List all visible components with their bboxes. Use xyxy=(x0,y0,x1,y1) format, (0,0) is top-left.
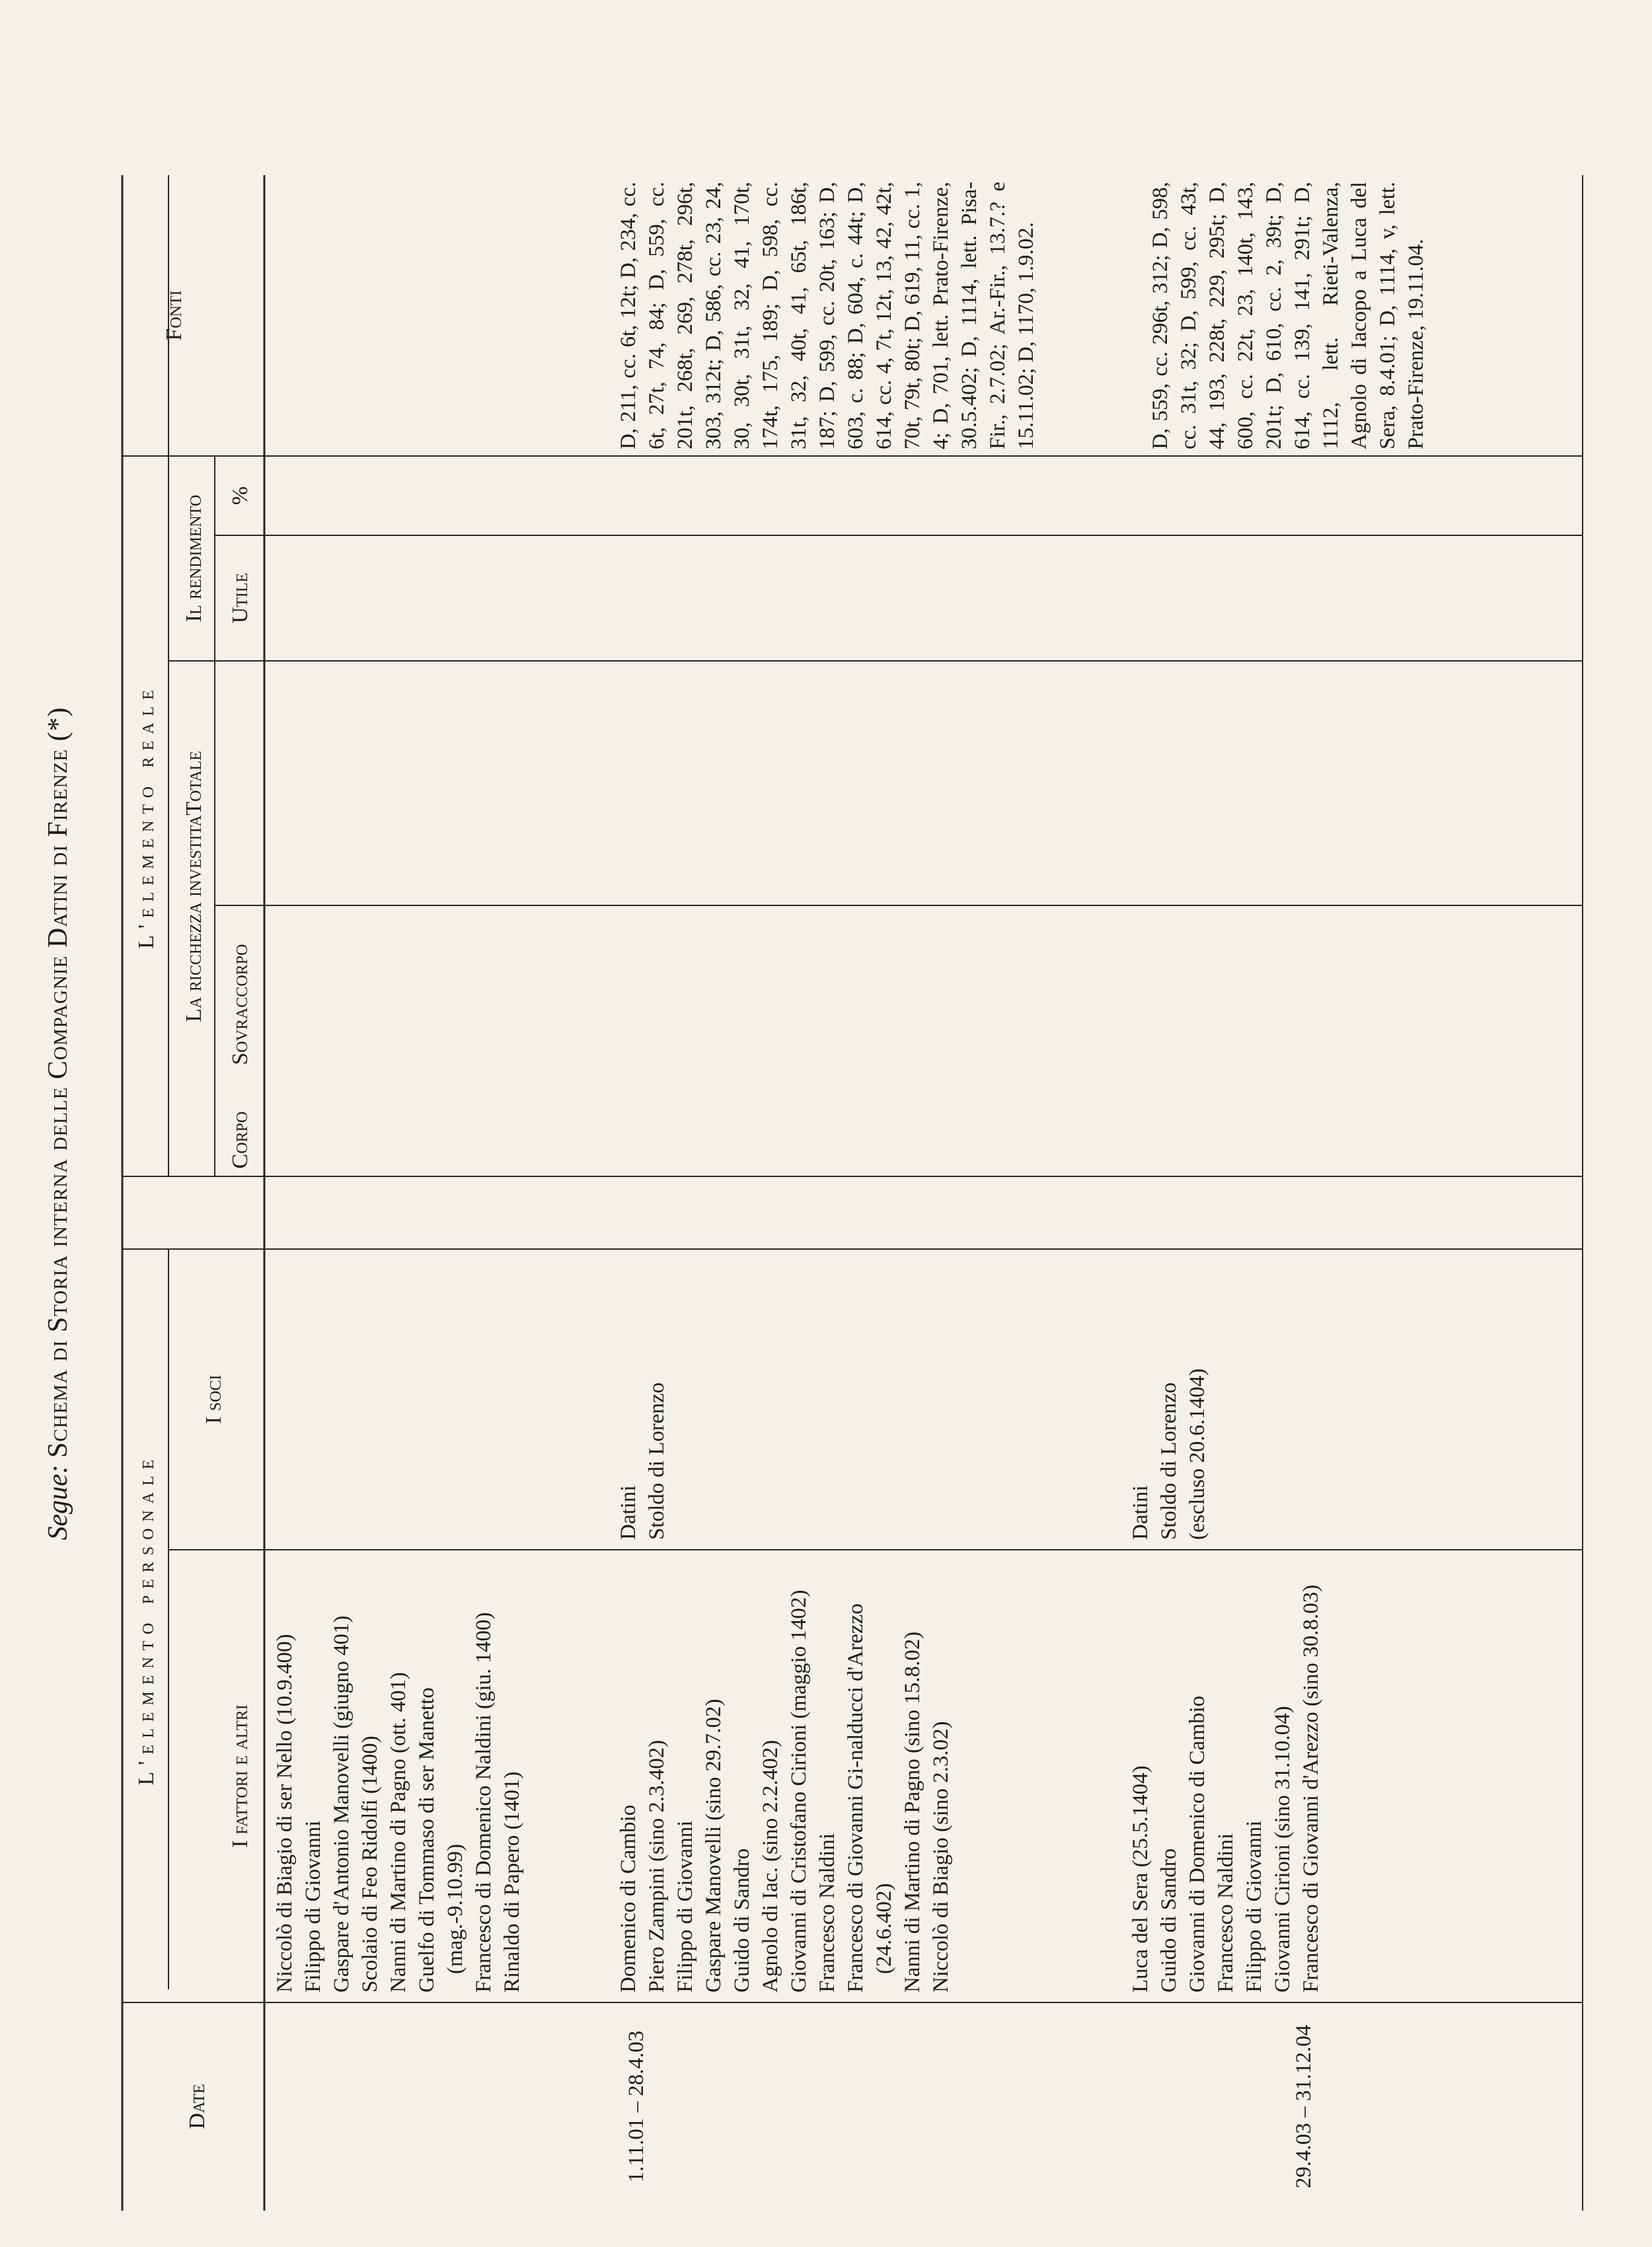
r1-fattore-8: Francesco di Giovanni Gi-nalducci d'Arezzo (24.6.402) xyxy=(844,1603,896,1993)
r2-date: 29.4.03 – 31.12.04 xyxy=(1292,2024,1316,2189)
hdr-corpo: Corpo xyxy=(228,1111,252,1169)
r0-fattore-5: Guelfo di Tommaso di ser Manetto (mag.-9.10.99) xyxy=(415,1687,467,1993)
r1-fattore-5: Agnolo di Iac. (sino 2.2.402) xyxy=(759,1739,782,1993)
r1-fonti: D, 211, cc. 6t, 12t; D, 234, cc. 6t, 27t, 74, 84; D, 559, cc. 201t, 268t, 269, 278t, 296t, 303, 312t; D, 586, cc. 23, 24, 30, 30t, 31t, 32, 41, 170t, 174t, 175, 189; D, 598, cc. 31t, 32, 40t, 41, 65t, 186t, 187; D, 599, cc. 20t, 163; D, 603, c. 88; D, 604, c. 44t; D, 614, cc. 4, 7t, 12t, 13, 42, 42t, 70t, 79t, 80t; D, 619, 11, cc. 1, 4; D, 701, lett. Prato-Firenze, 30.5.402; D, 1114, lett. Pisa-Fir., 2.7.02; Ar.-Fir., 13.7.? e 15.11.02; D, 1170, 1.9.02. xyxy=(617,182,1038,449)
r1-fattore-6: Giovanni di Cristofano Cirioni (maggio 1402) xyxy=(787,1589,811,1993)
r1-date: 1.11.01 – 28.4.03 xyxy=(624,2030,648,2183)
r1-fattore-9: Nanni di Martino di Pagno (sino 15.8.02) xyxy=(901,1631,924,1993)
r2-fonti: D, 559, cc. 296t, 312; D, 598, cc. 31t, 32; D, 599, cc. 43t, 44, 193, 228t, 229, 295t; D, 600, cc. 22t, 23, 140t, 143, 201t; D, 610, cc. 2, 39t; D, 614, cc. 139, 141, 291t; D, 1112, lett. Rieti-Valenza, Agnolo di Iacopo a Luca del Sera, 8.4.01; D, 1114, v, lett. Prato-Firenze, 19.11.04. xyxy=(1148,182,1428,449)
hdr-ricchezza: La ricchezza investita xyxy=(182,815,206,1022)
r0-fattore-0: Niccolò di Biagio di ser Nello (10.9.400) xyxy=(273,1634,297,1993)
r1-fattore-7: Francesco Naldini xyxy=(815,1833,839,1993)
r0-fattore-2: Gaspare d'Antonio Manovelli (giugno 401) xyxy=(330,1615,354,1993)
r1-fattore-4: Guido di Sandro xyxy=(730,1848,754,1993)
title-segue-text: Segue: xyxy=(43,1465,73,1541)
hdr-totale: Totale xyxy=(182,751,206,816)
table-landscape xyxy=(122,175,1583,2211)
r1-soci xyxy=(615,1256,671,1540)
r2-socio-0: Datini xyxy=(1129,1485,1152,1540)
r0-fattore-1: Filippo di Giovanni xyxy=(301,1820,325,1993)
r2-fattore-3: Francesco Naldini xyxy=(1214,1833,1238,1993)
r1-fattori xyxy=(615,1563,956,1993)
r2-socio-2: (escluso 20.6.1404) xyxy=(1185,1368,1209,1540)
r1-socio-0: Datini xyxy=(617,1485,640,1540)
hdr-rendimento: Il rendimento xyxy=(182,494,206,623)
r0-fattore-3: Scolaio di Feo Ridolfi (1400) xyxy=(358,1735,382,1993)
r1-socio-1: Stoldo di Lorenzo xyxy=(645,1382,669,1540)
r1-fattore-10: Niccolò di Biagio (sino 2.3.02) xyxy=(929,1721,953,1993)
r2-fattore-5: Giovanni Cirioni (sino 31.10.04) xyxy=(1271,1706,1295,1993)
r2-soci xyxy=(1127,1256,1212,1540)
hdr-soci: I soci xyxy=(202,1375,226,1424)
hdr-elemento-reale: L'elemento reale xyxy=(134,683,159,949)
r2-fattore-6: Francesco di Giovanni d'Arezzo (sino 30.8.03) xyxy=(1299,1584,1323,1993)
r0-fattore-6: Francesco di Domenico Naldini (giu. 1400) xyxy=(472,1612,496,1993)
r1-fattore-0: Domenico di Cambio xyxy=(617,1804,640,1993)
r0-fattore-7: Rinaldo di Papero (1401) xyxy=(500,1771,524,1993)
r1-fattore-1: Piero Zampini (sino 2.3.402) xyxy=(645,1739,669,1993)
r2-fattore-4: Filippo di Giovanni xyxy=(1242,1820,1266,1993)
title-main-text: Schema di Storia interna delle Compagnie Datini di Firenze (*) xyxy=(43,706,73,1458)
hdr-fattori: I fattori e altri xyxy=(228,1704,252,1848)
r2-fattori xyxy=(1127,1563,1326,1993)
r2-socio-1: Stoldo di Lorenzo xyxy=(1157,1382,1181,1540)
hdr-utile: Utile xyxy=(228,572,252,624)
r0-fattore-4: Nanni di Martino di Pagno (ott. 401) xyxy=(387,1672,410,1993)
r0-fattori xyxy=(271,1563,527,1993)
hdr-percent: % xyxy=(228,486,252,506)
r1-fattore-2: Filippo di Giovanni xyxy=(673,1820,697,1993)
hdr-elemento-personale: L'elemento personale xyxy=(134,1453,159,1786)
r2-fattore-1: Guido di Sandro xyxy=(1157,1848,1181,1993)
hdr-fonti: Fonti xyxy=(162,290,186,341)
r1-fattore-3: Gaspare Manovelli (sino 29.7.02) xyxy=(702,1698,726,1993)
hdr-date: Date xyxy=(185,2084,209,2129)
r2-fattore-0: Luca del Sera (25.5.1404) xyxy=(1129,1765,1152,1993)
r2-fattore-2: Giovanni di Domenico di Cambio xyxy=(1185,1695,1209,1993)
hdr-sovraccorpo: Sovraccorpo xyxy=(228,944,252,1065)
